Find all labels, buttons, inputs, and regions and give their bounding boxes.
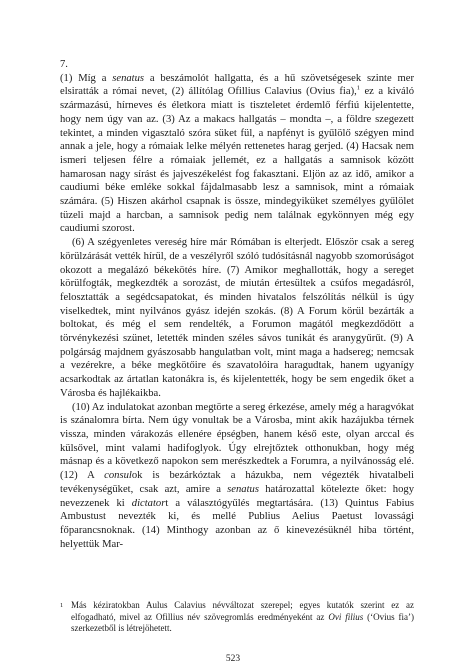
italic-term: Ovi filius: [328, 611, 364, 622]
paragraph-2: [60, 236, 414, 400]
paragraph-3: [60, 401, 414, 552]
text-run: a beszámolót hallgatta, és a hű szövetségesek szinte mer elsiratták a római nevet, (2) állítólag Ofillius Calavius (Ovius fia),: [60, 72, 414, 98]
footnote: [60, 600, 414, 635]
text-run: ez a kiváló származású, hírneves és életkora miatt is tiszteletet érdemlő férfiú kijelentette, hogy nem úgy van az. (3) Az a makacs hallgatás – mondta –, a földre szegezett tekintet, a minden vigasztaló szóra süket fül, a napfényt is gyűlölő szégyen mind annak a jele, hogy a rómaiak lelke mélyén rettenetes harag gerjed. (4) Hacsak nem ismeri teljesen félre a rómaiak jellemét, ez a hallgatás a samnisok között hamarosan nagy sírást és jajveszékelést fog fakasztani. Eljön az az idő, amikor a caudiumi béke emléke sokkal fájdalmasabb lesz a samnisok, mint a rómaiak számára. (5) Hiszen akárhol csapnak is össze, mindegyiküket személyes gyűlölet tüzeli majd a harcban, a samnisok pedig nem találnak egykönnyen még egy caudiumi szorost.: [60, 86, 414, 235]
section-number: 7.: [60, 59, 68, 70]
main-text: [60, 58, 414, 551]
text-run: (‘Ovius fia’) szerkezetből is létrejöhetett.: [71, 611, 415, 633]
text-run: t a választógyűlés megtartására. (13) Quintus Fabius Ambustust nevezték ki, és mellé Publius Aelius Paetust lovassági főparancsnoknak. (14) Minthogy azonban az ő kinevezésüknél hiba történt, helyettük Mar-: [60, 497, 415, 550]
text-run: határozattal kötelezte őket: hogy nevezzenek ki: [60, 483, 414, 509]
text-run: ok is bezárkóztak a házukba, nem végezték hivatalbeli tevékenységüket, csak azt, amire a: [60, 470, 414, 495]
text-run: (6) A szégyenletes vereség híre már Rómában is elterjedt. Először csak a sereg körülzárását vették hírül, de a veszélyről szóló tudósításnál nagyobb szomorúságot okozott a megalázó békekötés híre. (7) Amikor meghallották, hogy a sereget körülfogták, megkezdték a sorozást, de miután értesültek a csúfos megadásról, felosztatták a segédcsapatokat, és minden hivatalos felszólítás nélkül is úgy viselkedtek, mint nyilvános gyász idején szokás. (8) A Forum körül bezárták a boltokat, és még el sem rendelték, a Forumon magától megkezdődött a törvénykezési szünet, letették minden széles sávos tunikát és aranygyűrűt. (9) A polgárság majdnem gyászosabb hangulatban volt, mint maga a hadsereg; nemcsak a vezérekre, a béke megkötőire és szavatolóira haragudtak, hanem ugyanígy acsarkodtak az ártatlan katonákra is, és kijelentették, hogy be sem engedik őket a Városba és hajlékaikba.: [60, 237, 414, 399]
text-run: Más kéziratokban Aulus Calavius névváltozat szerepel; egyes kutatók szerint ez az elfogadható, mivel az Ofillius név szövegromlás eredményeként az: [71, 600, 414, 622]
italic-term: consul: [104, 470, 132, 482]
footnote-ref: 1: [356, 84, 360, 92]
italic-term: senatus: [112, 72, 145, 84]
italic-term: senatus: [227, 483, 259, 495]
italic-term: dictator: [131, 497, 166, 509]
footnote-number: 1: [60, 602, 64, 609]
page-number: 523: [225, 654, 241, 664]
text-run: (10) Az indulatokat azonban megtörte a sereg érkezése, amely még a haragvókat is szánalomra bírta. Nem úgy vonultak be a Városba, mint akik hazájukba térnek vissza, minden várakozás ellenére épségben, hanem késő este, olyan arccal és külsővel, mint valami hadifoglyok. Úgy elrejtőztek otthonukban, hogy még másnap és a következő napokon sem merészkedtek a Forumra, a nyilvánosság elé. (12) A: [60, 401, 414, 482]
paragraph-1: [60, 72, 414, 236]
text-run: (1) Míg a: [60, 72, 113, 84]
footnote-text: [60, 600, 414, 635]
